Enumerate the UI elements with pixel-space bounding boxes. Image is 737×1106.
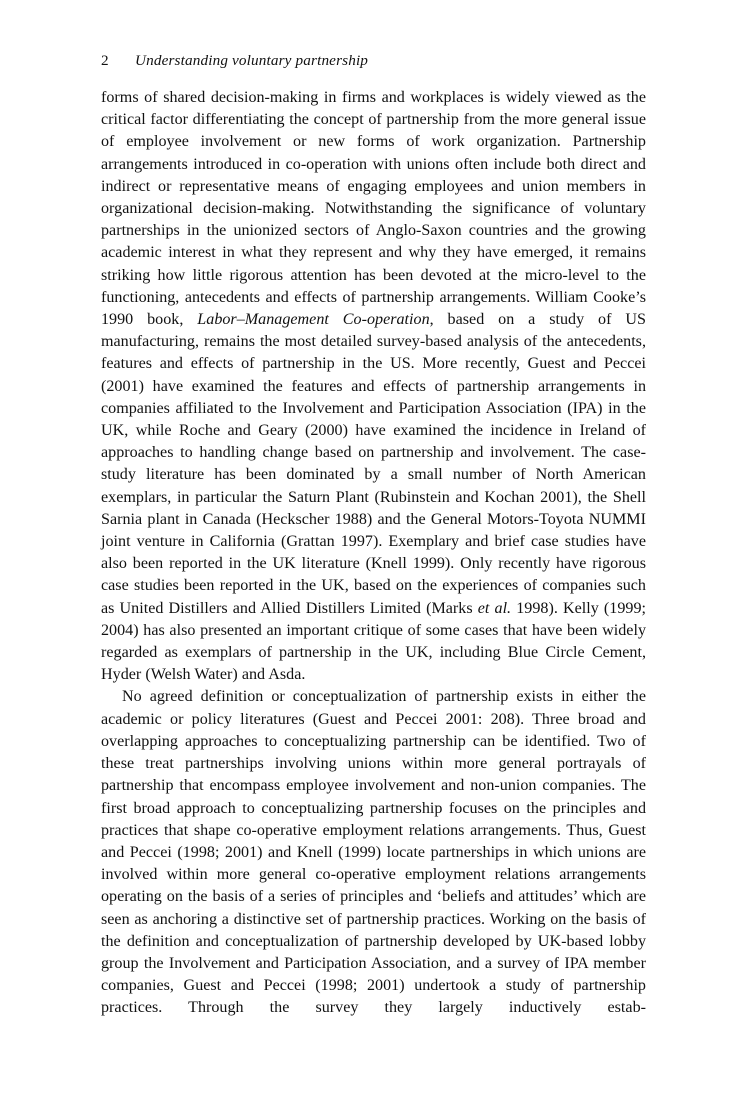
italic-run: Labor–Management Co-operation [197,311,430,329]
italic-run: et al. [477,599,512,617]
para-1 [101,87,646,686]
running-head [101,50,646,72]
page-number: 2 [101,52,109,69]
text-run: No agreed definition or conceptualization of partnership exists in either the academic or policy literatures (Guest and Peccei 2001: 208). Three broad and overlapping approaches to conceptualizing partnership can be identified. Two of these treat partnerships involving unions within more general portrayals of partnership that encompass employee involvement and non-union companies. The first broad approach to conceptualizing partnership focuses on the principles and practices that shape co-operative employment relations arrangements. Thus, Guest and Peccei (1998; 2001) and Knell (1999) locate partnerships in which unions are involved within more general co-operative employment relations arrangements operating on the basis of a series of principles and ‘beliefs and attitudes’ which are seen as anchoring a distinctive set of partnership practices. Working on the basis of the definition and conceptualization of partnership developed by UK-based lobby group the Involvement and Participation Association, and a survey of IPA member companies, Guest and Peccei (1998; 2001) undertook a study of partnership practices. Through the survey they largely inductively estab- [101,688,646,1017]
text-run: , based on a study of US manufacturing, remains the most detailed survey-based analysis of the antecedents, features and effects of partnership in the US. More recently, Guest and Peccei (2001) have examined the features and effects of partnership arrangements in companies affiliated to the Involvement and Participation Association (IPA) in the UK, while Roche and Geary (2000) have examined the incidence in Ireland of approaches to handling change based on partnership and involvement. The case-study literature has been dominated by a small number of North American exemplars, in particular the Saturn Plant (Rubinstein and Kochan 2001), the Shell Sarnia plant in Canada (Heckscher 1988) and the General Motors-Toyota NUMMI joint venture in California (Grattan 1997). Exemplary and brief case studies have also been reported in the UK literature (Knell 1999). Only recently have rigorous case studies been reported in the UK, based on the experiences of companies such as United Distillers and Allied Distillers Limited (Marks [101,311,646,617]
para-2 [101,686,646,1019]
text-run: 1998). Kelly (1999; 2004) has also presented an important critique of some cases that have been widely regarded as exemplars of partnership in the UK, including Blue Circle Cement, Hyder (Welsh Water) and Asda. [101,599,646,684]
text-run: forms of shared decision-making in firms and workplaces is widely viewed as the critical factor differentiating the concept of partnership from the more general issue of employee involvement or new forms of work organization. Partnership arrangements introduced in co-operation with unions often include both direct and indirect or representative means of engaging employees and union members in organizational decision-making. Notwithstanding the significance of voluntary partnerships in the unionized sectors of Anglo-Saxon countries and the growing academic interest in what they represent and why they have emerged, it remains striking how little rigorous attention has been devoted at the micro-level to the functioning, antecedents and effects of partnership arrangements. William Cooke’s 1990 book, [101,89,646,329]
body-text-column [101,87,646,1020]
running-title: Understanding voluntary partnership [135,52,369,69]
